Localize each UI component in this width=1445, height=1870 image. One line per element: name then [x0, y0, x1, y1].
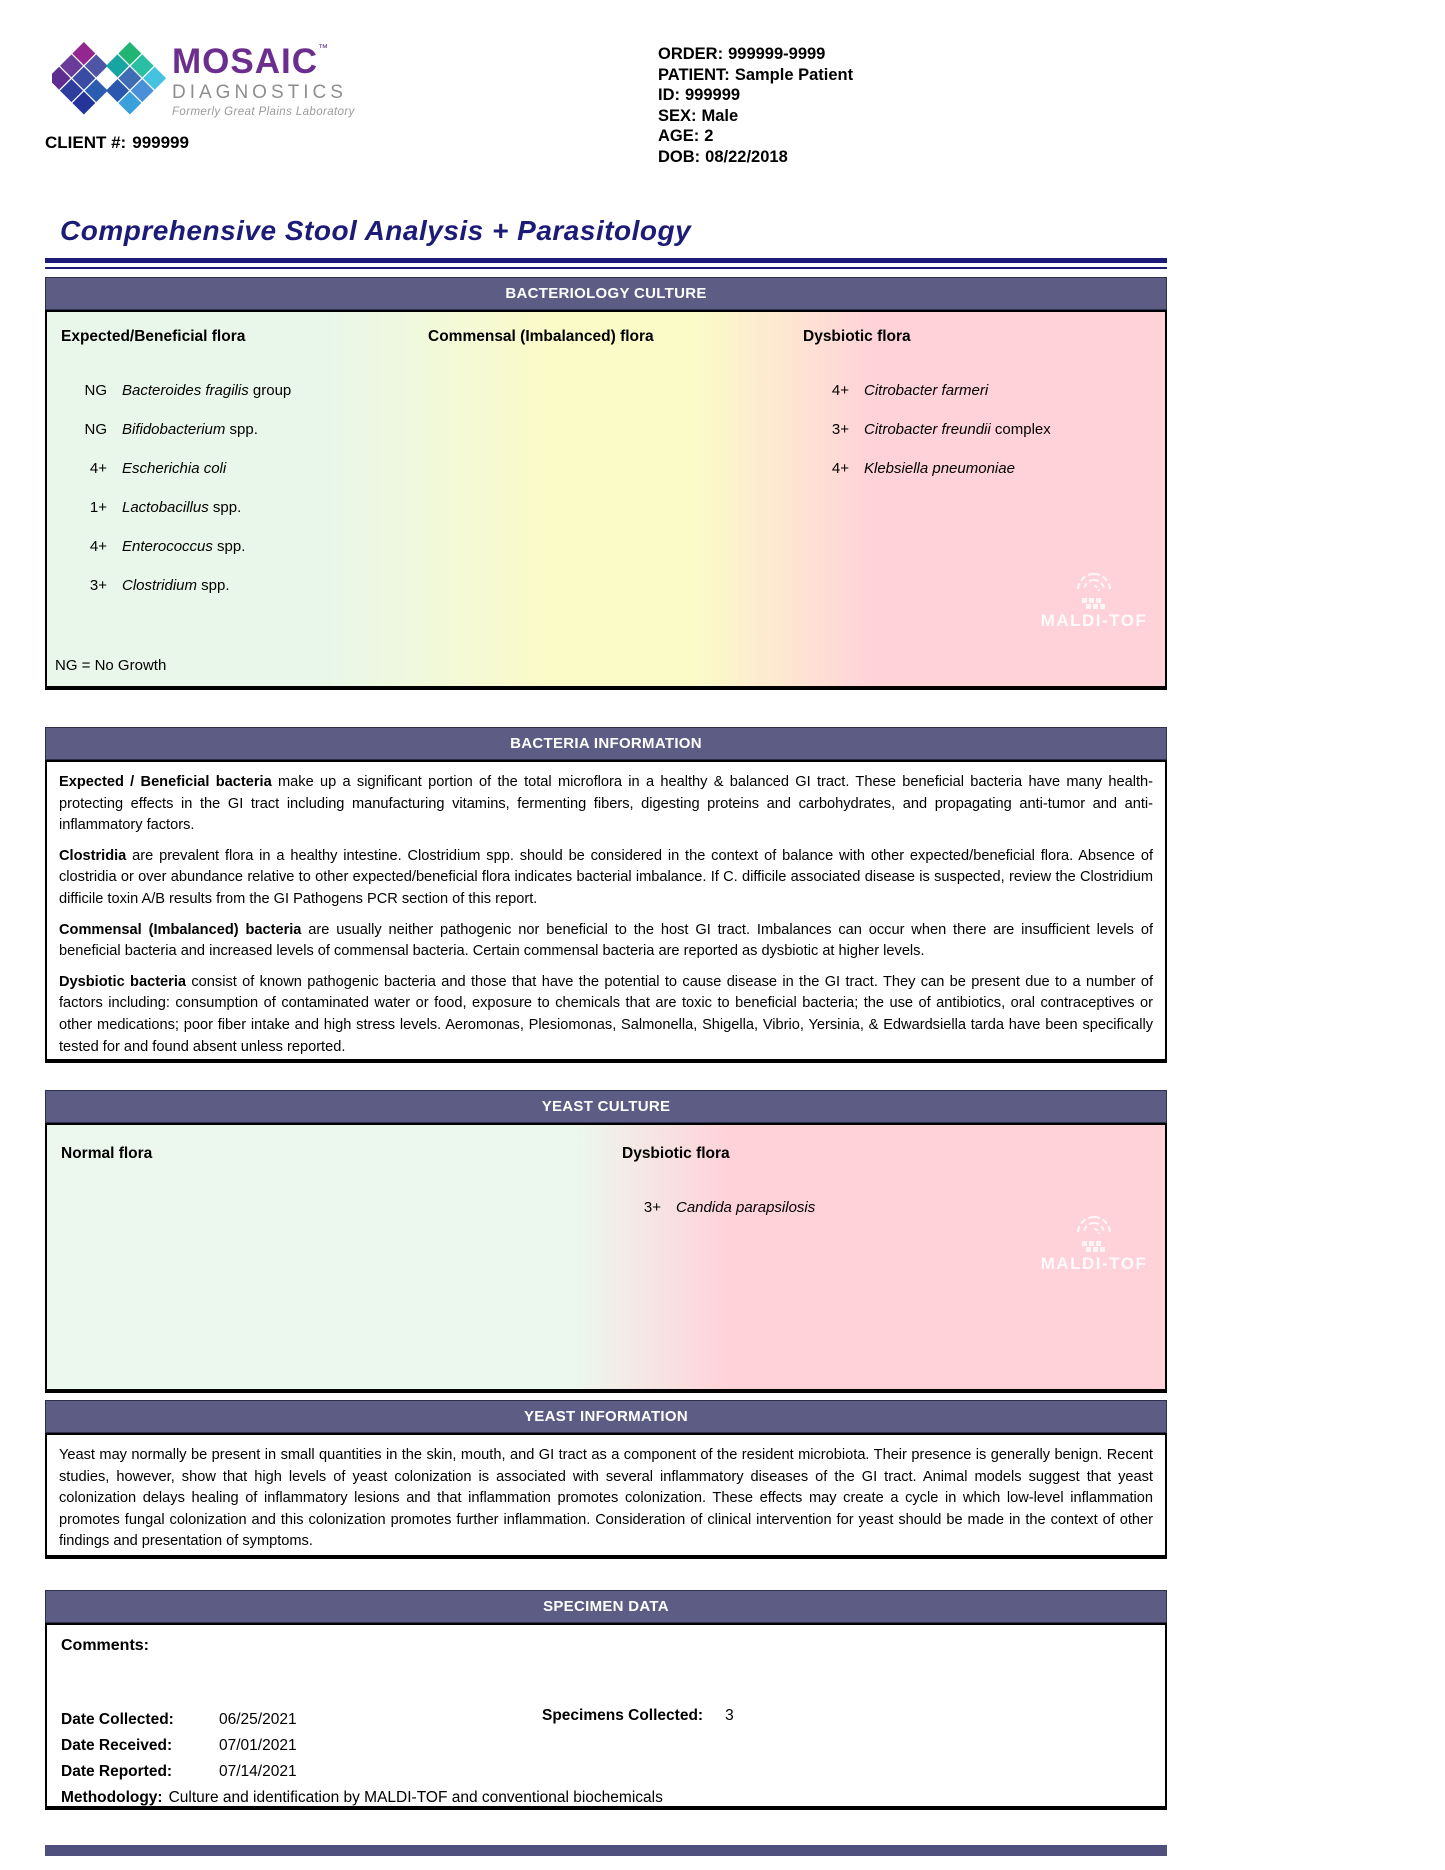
info-paragraph: Yeast may normally be present in small quantities in the skin, mouth, and GI tract as a component of the resident microbiota. Their presence is generally benign. Recent studies, however, show that high levels of yeast colonization is associated with several inflammatory diseases of the GI tract. Animal models suggest that yeast colonization delays healing of inflammatory lesions and that inflammation promotes colonization. These effects may create a cycle in which low-level inflammation promotes fungal colonization and this colonization promotes further inflammation. Consideration of clinical intervention for yeast should be made in the context of other findings and presentation of symptoms.: [59, 1447, 1153, 1550]
maldi-tof-label: MALDI-TOF: [1040, 1254, 1148, 1273]
info-paragraph: Expected / Beneficial bacteria make up a significant portion of the total microflora in a healthy & balanced GI tract. These beneficial bacteria have many health-protecting effects in the GI tract including manufacturing vitamins, fermenting fibers, digesting proteins and carbohydrates, and propagating anti-tumor and anti-inflammatory factors.: [59, 774, 1153, 834]
bacteriology-culture-box: [45, 310, 1167, 690]
yeast-culture-box: [45, 1123, 1167, 1393]
patient-info: [658, 44, 853, 168]
methodology-row: Methodology: Culture and identification by MALDI-TOF and conventional biochemicals: [61, 1789, 663, 1806]
client-value: 999999: [132, 133, 189, 152]
patient-sex: SEX: Male: [658, 106, 739, 125]
maldi-tof-watermark: [1019, 1207, 1169, 1274]
list-item: 4+ Citrobacter farmeri: [831, 382, 989, 399]
client-label: CLIENT #:: [45, 133, 127, 152]
list-item: 3+ Clostridium spp.: [89, 577, 230, 594]
normal-flora-column-header: Normal flora: [61, 1145, 153, 1162]
info-paragraph: Clostridia are prevalent flora in a healthy intestine. Clostridium spp. should be considered in the context of balance with other expected/beneficial flora. Absence of clostridia or over abundance relative to other expected/beneficial flora indicates bacterial imbalance. If C. difficile associated disease is suspected, review the Clostridium difficile toxin A/B results from the GI Pathogens PCR section of this report.: [59, 847, 1153, 907]
brand-block: [172, 44, 355, 119]
yeast-dysbiotic-list: [627, 1188, 815, 1227]
list-item: 1+ Lactobacillus spp.: [89, 499, 242, 516]
list-item: NG Bifidobacterium spp.: [84, 421, 258, 438]
bacteriology-culture-header: BACTERIOLOGY CULTURE: [45, 277, 1167, 310]
brand-subtitle: DIAGNOSTICS: [172, 82, 347, 103]
list-item: 3+ Citrobacter freundii complex: [831, 421, 1051, 438]
patient-name: PATIENT: Sample Patient: [658, 65, 854, 84]
yeast-culture-header: YEAST CULTURE: [45, 1090, 1167, 1123]
list-item: 3+ Candida parapsilosis: [643, 1199, 816, 1216]
yeast-information-header: YEAST INFORMATION: [45, 1400, 1167, 1433]
patient-dob: DOB: 08/22/2018: [658, 147, 788, 166]
list-item: NG Bacteroides fragilis group: [84, 382, 292, 399]
title-rule-thin: [45, 267, 1167, 269]
fingerprint-icon: [1068, 1207, 1120, 1253]
dysbiotic-flora-list: [815, 371, 1051, 488]
mosaic-logo-icon: [52, 40, 167, 125]
list-item: 4+ Escherichia coli: [89, 460, 227, 477]
page-title: Comprehensive Stool Analysis + Parasitology: [60, 215, 692, 246]
maldi-tof-watermark: [1019, 564, 1169, 631]
comments-label: Comments:: [61, 1637, 150, 1654]
trademark-symbol: ™: [318, 43, 328, 54]
yeast-dysbiotic-column-header: Dysbiotic flora: [622, 1145, 730, 1162]
date-received-row: Date Received: 07/01/2021: [61, 1737, 297, 1754]
brand-tagline: Formerly Great Plains Laboratory: [172, 106, 355, 118]
bacteria-information-box: [45, 760, 1167, 1063]
yeast-information-box: [45, 1433, 1167, 1559]
list-item: 4+ Klebsiella pneumoniae: [831, 460, 1015, 477]
list-item: 4+ Enterococcus spp.: [89, 538, 246, 555]
date-reported-row: Date Reported: 07/14/2021: [61, 1763, 297, 1780]
client-number: [45, 133, 189, 153]
expected-flora-column-header: Expected/Beneficial flora: [61, 328, 246, 345]
no-growth-footnote: NG = No Growth: [55, 657, 167, 674]
dysbiotic-flora-column-header: Dysbiotic flora: [803, 328, 911, 345]
title-rule-thick: [45, 258, 1167, 263]
specimen-data-header: SPECIMEN DATA: [45, 1590, 1167, 1623]
bacteria-information-text: [47, 762, 1165, 1075]
fingerprint-icon: [1068, 564, 1120, 610]
yeast-information-text: [47, 1435, 1165, 1570]
commensal-flora-column-header: Commensal (Imbalanced) flora: [428, 328, 654, 345]
patient-id: ID: 999999: [658, 86, 741, 105]
brand-name: MOSAIC: [172, 42, 318, 81]
expected-flora-list: [73, 371, 291, 605]
info-paragraph: Dysbiotic bacteria consist of known pathogenic bacteria and those that have the potential to cause disease in the GI tract. They can be present due to a number of factors including: consumption of contaminated water or food, exposure to chemicals that are toxic to beneficial bacteria; the use of antibiotics, oral contraceptives or other medications; poor fiber intake and high stress levels. Aeromonas, Plesiomonas, Salmonella, Shigella, Vibrio, Yersinia, & Edwardsiella tarda have been specifically tested for and found absent unless reported.: [59, 973, 1153, 1055]
bacteria-information-header: BACTERIA INFORMATION: [45, 727, 1167, 760]
maldi-tof-label: MALDI-TOF: [1040, 611, 1148, 630]
info-paragraph: Commensal (Imbalanced) bacteria are usually neither pathogenic nor beneficial to the host GI tract. Imbalances can occur when there are insufficient levels of beneficial bacteria and increased levels of commensal bacteria. Certain commensal bacteria are reported as dysbiotic at higher levels.: [59, 921, 1153, 960]
page-footer-rule: [45, 1845, 1167, 1856]
specimen-data-box: [45, 1623, 1167, 1810]
specimens-collected: Specimens Collected: 3: [542, 1707, 734, 1724]
patient-age: AGE: 2: [658, 127, 714, 146]
patient-order: ORDER: 999999-9999: [658, 45, 826, 63]
date-collected-row: Date Collected: 06/25/2021: [61, 1711, 297, 1728]
